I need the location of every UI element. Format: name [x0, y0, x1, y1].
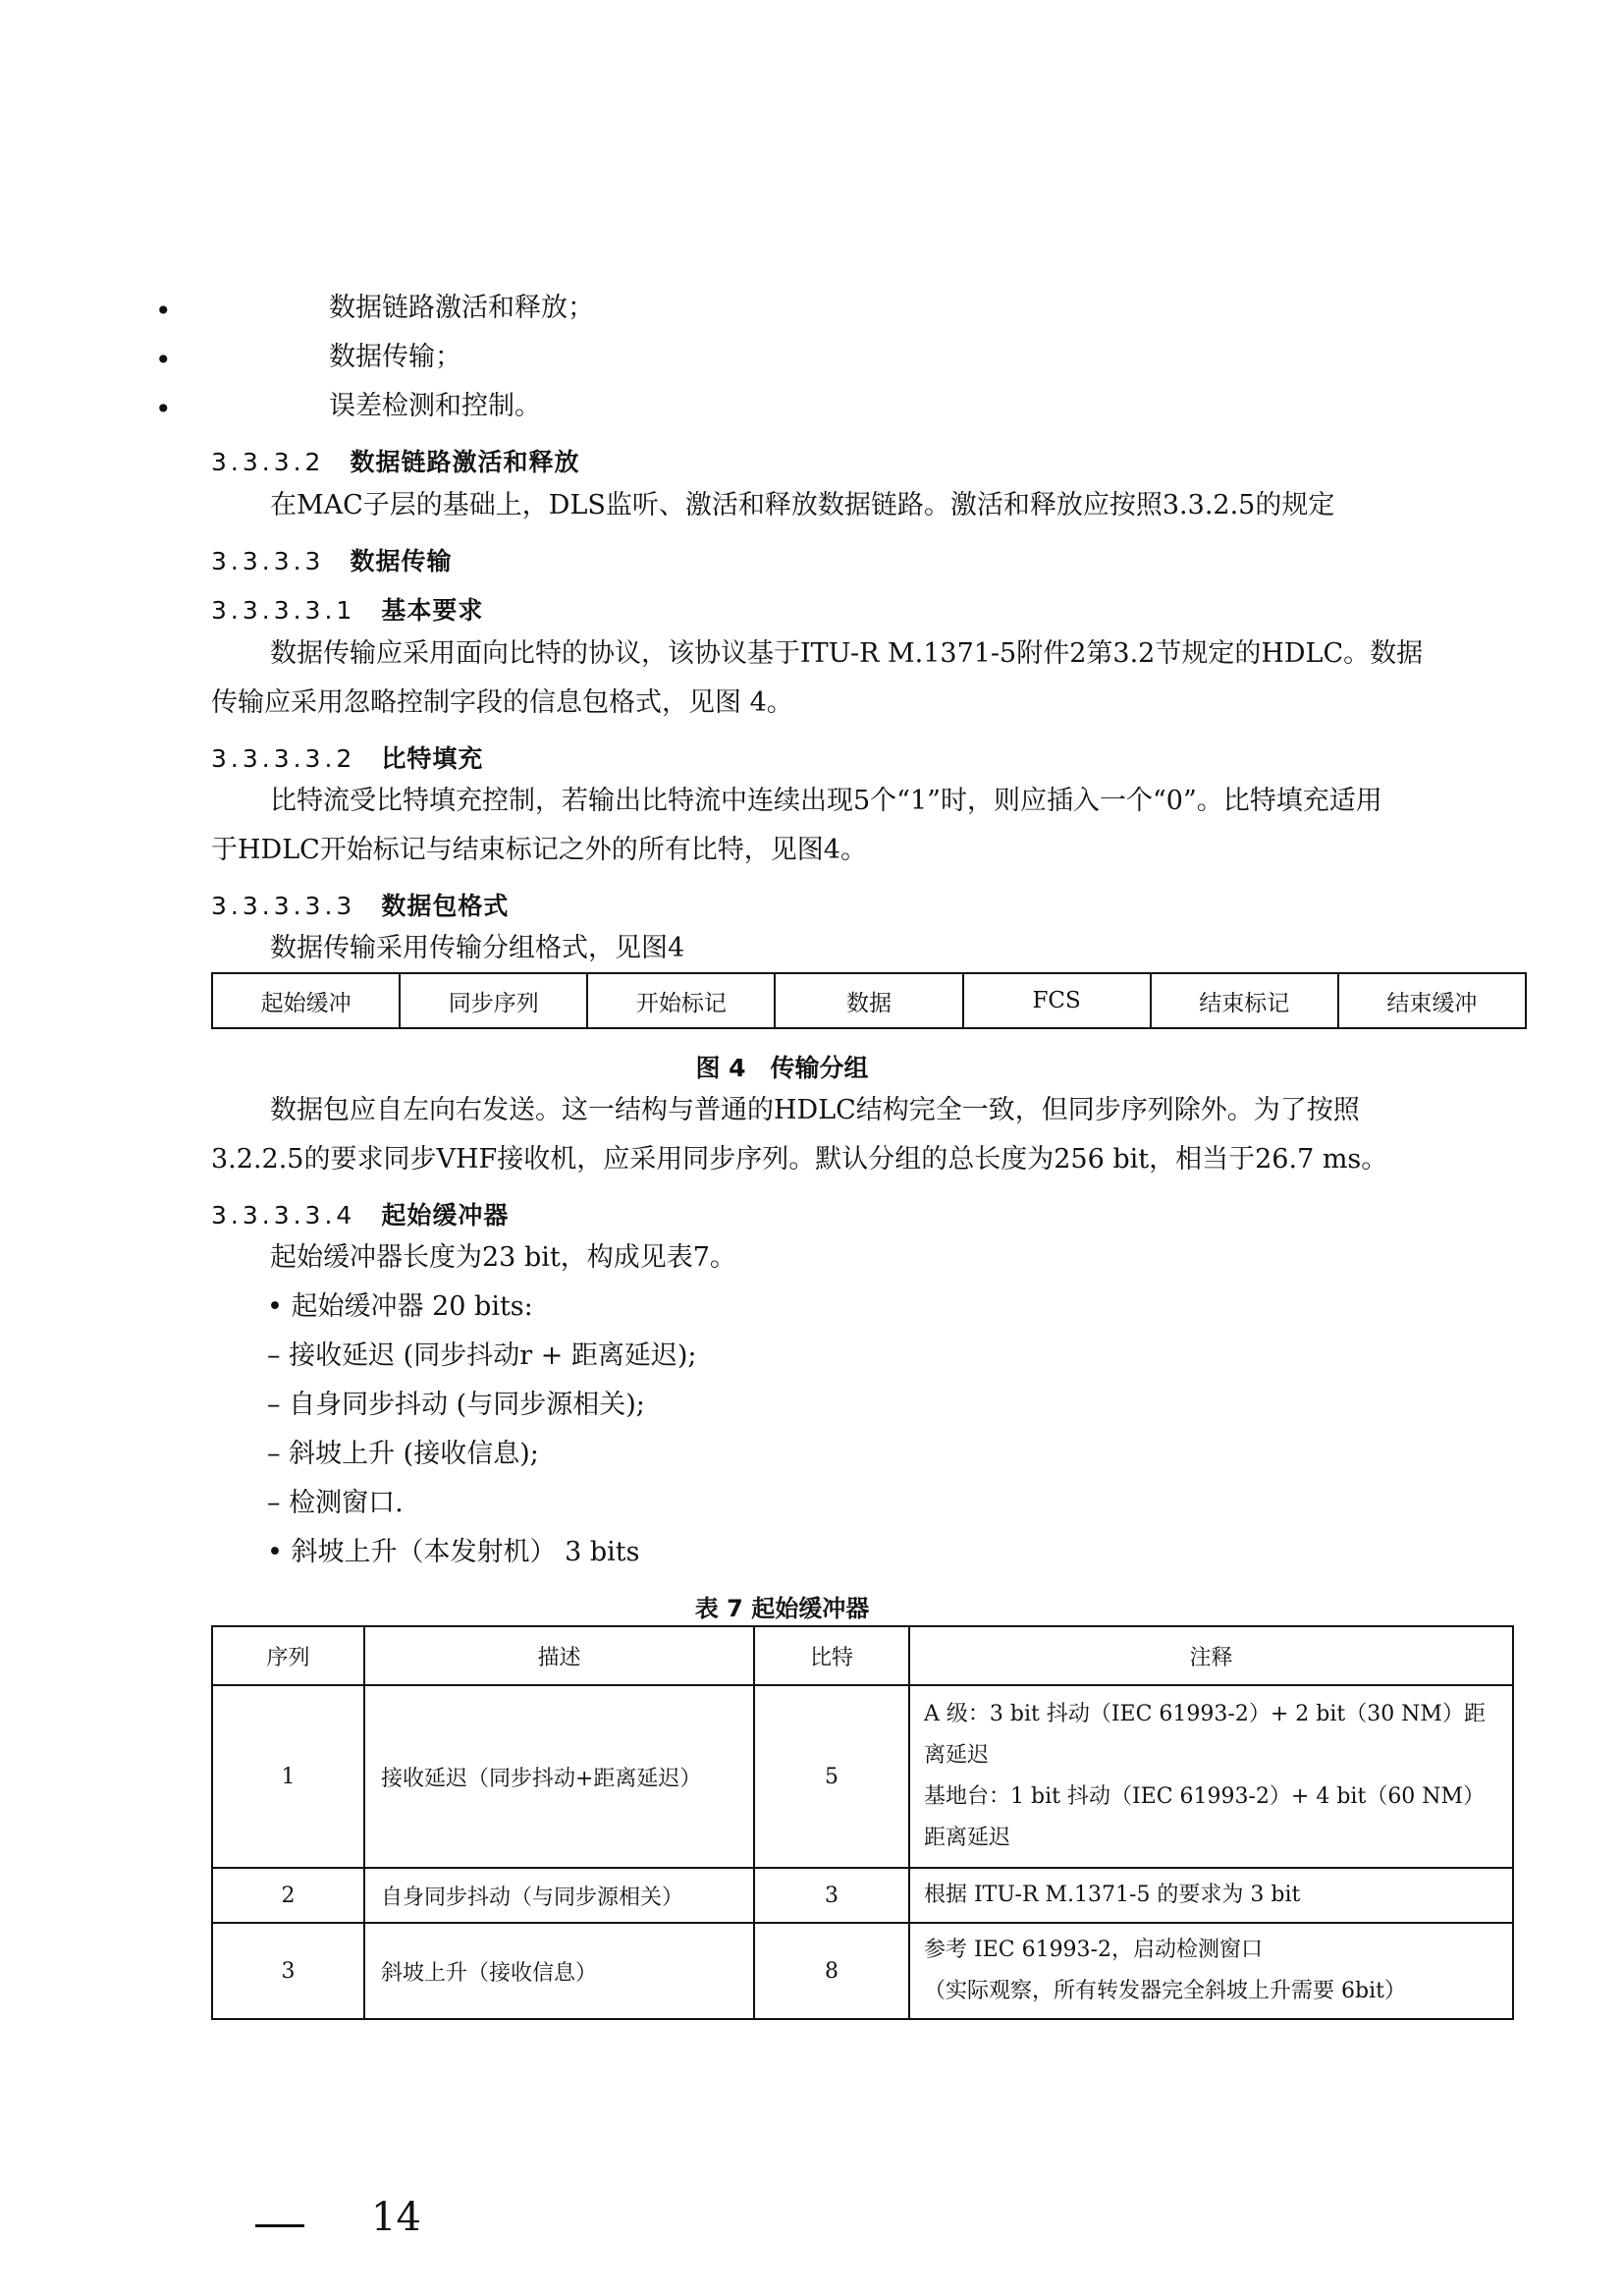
section-number: 3.3.3.3.4 [211, 1201, 356, 1230]
table-cell-seq: 1 [212, 1685, 364, 1868]
table-cell-desc: 接收延迟（同步抖动+距离延迟） [364, 1685, 754, 1868]
packet-cell: 结束缓冲 [1338, 973, 1526, 1028]
column-header: 序列 [212, 1626, 364, 1685]
table-header-row [212, 1626, 1513, 1685]
section-heading-33332 [211, 739, 483, 775]
list-item: – 斜坡上升 (接收信息); [267, 1439, 539, 1469]
paragraph-line: 数据包应自左向右发送。这一结构与普通的HDLC结构完全一致，但同步序列除外。为了按照 [270, 1095, 1360, 1125]
packet-cell: 同步序列 [400, 973, 587, 1028]
paragraph-line: 于HDLC开始标记与结束标记之外的所有比特，见图4。 [211, 835, 867, 865]
table-cell-desc: 自身同步抖动（与同步源相关） [364, 1868, 754, 1923]
bullet-item: 误差检测和控制。 [329, 391, 541, 421]
table-cell-seq: 3 [212, 1923, 364, 2019]
table-cell-notes [909, 1685, 1513, 1868]
table-row [212, 1868, 1513, 1923]
section-heading-33334 [211, 1196, 509, 1231]
page-number-dash [255, 2224, 304, 2227]
table-cell-notes [909, 1868, 1513, 1923]
table-cell-seq: 2 [212, 1868, 364, 1923]
table-cell-bits: 3 [754, 1868, 909, 1923]
packet-cell: 起始缓冲 [212, 973, 400, 1028]
list-item: • 起始缓冲器 20 bits: [267, 1291, 533, 1322]
packet-cell: 数据 [775, 973, 962, 1028]
table-row [212, 1685, 1513, 1868]
start-buffer-table [211, 1625, 1514, 2020]
packet-cell: 结束标记 [1151, 973, 1338, 1028]
list-item: – 接收延迟 (同步抖动r + 距离延迟); [267, 1340, 697, 1371]
list-item: • 斜坡上升（本发射机） 3 bits [267, 1537, 640, 1567]
table-cell-notes [909, 1923, 1513, 2019]
paragraph: 在MAC子层的基础上，DLS监听、激活和释放数据链路。激活和释放应按照3.3.2.5的规定 [270, 490, 1335, 520]
section-number: 3.3.3.2 [211, 448, 325, 476]
section-number: 3.3.3.3 [211, 547, 325, 575]
paragraph-line: 传输应采用忽略控制字段的信息包格式，见图 4。 [211, 687, 793, 718]
table-cell-bits: 5 [754, 1685, 909, 1868]
section-number: 3.3.3.3.2 [211, 744, 356, 773]
table-cell-desc: 斜坡上升（接收信息） [364, 1923, 754, 2019]
column-header: 注释 [909, 1626, 1513, 1685]
bullet-dot: • [155, 344, 172, 376]
section-heading-3333 [211, 542, 452, 577]
page-number: 14 [371, 2195, 421, 2240]
list-item: – 检测窗口. [267, 1488, 404, 1518]
bullet-dot: • [155, 295, 172, 327]
bullet-dot: • [155, 393, 172, 425]
section-number: 3.3.3.3.1 [211, 596, 356, 625]
section-title: 数据传输 [350, 547, 453, 575]
note-line: A 级：3 bit 抖动（IEC 61993-2）+ 2 bit（30 NM）距离延迟 [924, 1702, 1486, 1768]
column-header: 比特 [754, 1626, 909, 1685]
paragraph: 起始缓冲器长度为23 bit，构成见表7。 [270, 1242, 736, 1273]
paragraph-line: 比特流受比特填充控制，若输出比特流中连续出现5个“1”时，则应插入一个“0”。比特填充适用 [270, 786, 1382, 816]
section-heading-33333 [211, 887, 509, 922]
paragraph-line: 数据传输应采用面向比特的协议，该协议基于ITU-R M.1371-5附件2第3.2节规定的HDLC。数据 [270, 638, 1424, 669]
table-row [212, 1923, 1513, 2019]
figure-caption: 图 4 传输分组 [695, 1054, 869, 1082]
section-title: 数据包格式 [381, 892, 510, 920]
section-heading-3332 [211, 443, 579, 478]
note-line: 基地台：1 bit 抖动（IEC 61993-2）+ 4 bit（60 NM）距离延迟 [924, 1784, 1486, 1850]
note-line: （实际观察，所有转发器完全斜坡上升需要 6bit） [924, 1979, 1406, 2003]
paragraph-line: 3.2.2.5的要求同步VHF接收机，应采用同步序列。默认分组的总长度为256 bit，相当于26.7 ms。 [211, 1144, 1388, 1175]
section-heading-33331 [211, 591, 483, 627]
section-title: 数据链路激活和释放 [350, 448, 580, 476]
bullet-item: 数据传输； [329, 342, 461, 372]
section-title: 基本要求 [381, 596, 484, 625]
section-title: 比特填充 [381, 744, 484, 773]
packet-format-figure [211, 972, 1527, 1029]
list-item: – 自身同步抖动 (与同步源相关); [267, 1390, 645, 1420]
table-cell-bits: 8 [754, 1923, 909, 2019]
packet-cell: 开始标记 [587, 973, 775, 1028]
section-title: 起始缓冲器 [381, 1201, 510, 1230]
note-line: 根据 ITU-R M.1371-5 的要求为 3 bit [924, 1883, 1301, 1907]
bullet-item: 数据链路激活和释放； [329, 293, 594, 323]
paragraph: 数据传输采用传输分组格式，见图4 [270, 933, 685, 963]
column-header: 描述 [364, 1626, 754, 1685]
packet-cell: FCS [963, 973, 1151, 1028]
table-caption: 表 7 起始缓冲器 [694, 1595, 870, 1622]
note-line: 参考 IEC 61993-2，启动检测窗口 [924, 1938, 1263, 1962]
section-number: 3.3.3.3.3 [211, 892, 356, 920]
